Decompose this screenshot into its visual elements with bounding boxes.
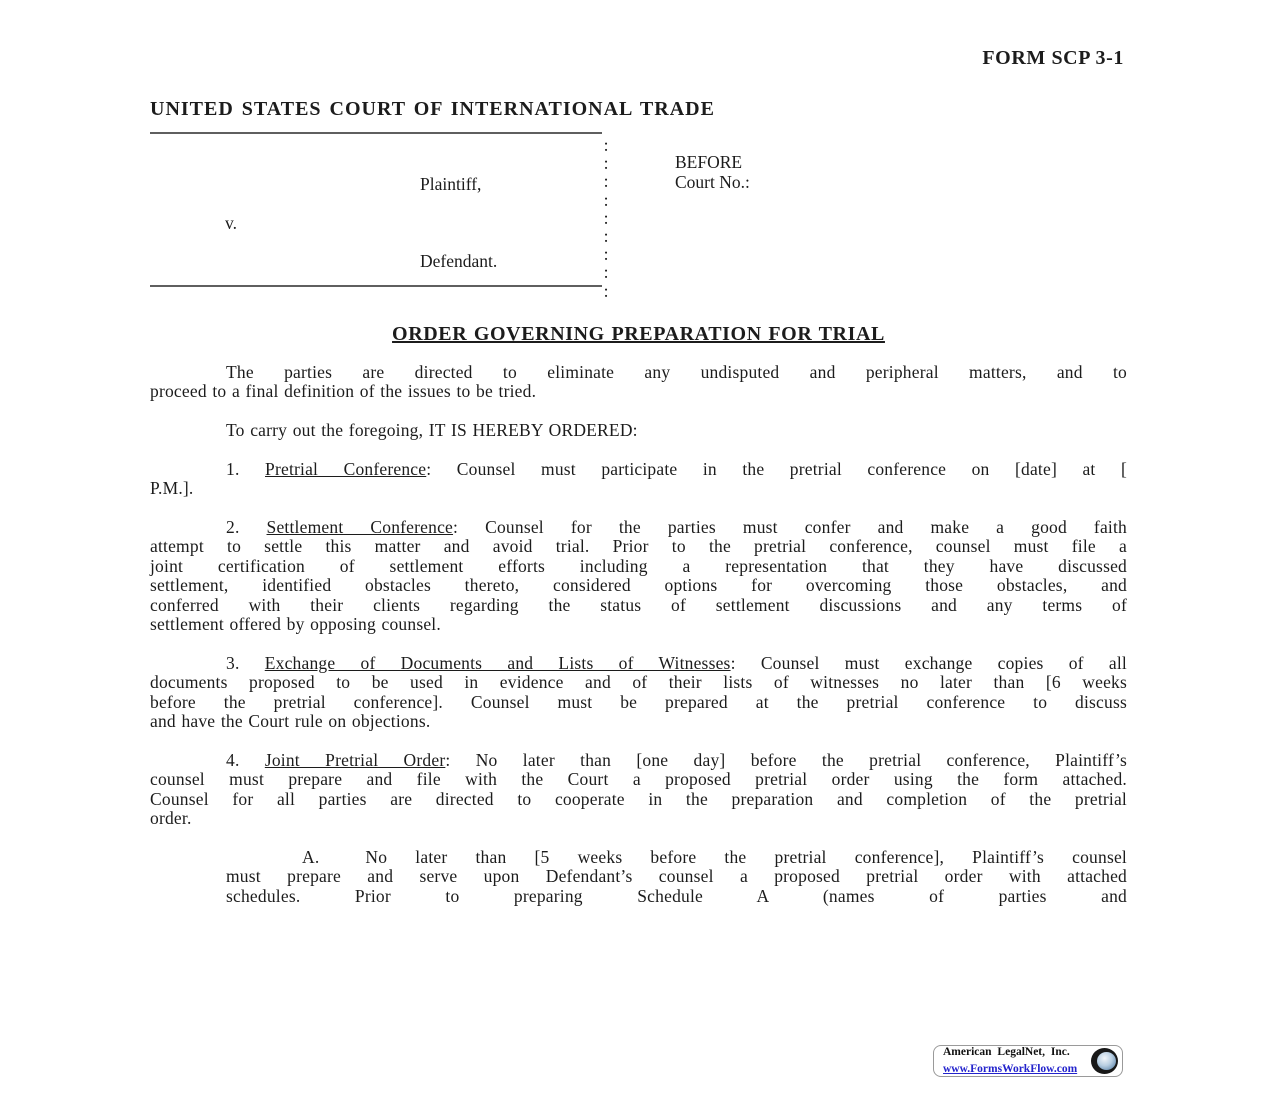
item-1-pretrial-conference xyxy=(150,460,1127,499)
text-segment: : Counsel must exchange copies of all xyxy=(730,652,1127,673)
text-line xyxy=(150,518,1127,537)
globe-icon xyxy=(1097,1052,1116,1070)
colon: : xyxy=(603,171,609,192)
colon: : xyxy=(603,153,609,174)
american-legalnet-logo-icon xyxy=(1091,1048,1118,1074)
text-line xyxy=(226,848,1127,867)
text-line: counsel must prepare and file with the Court a proposed pretrial order using the form attached. xyxy=(150,769,1127,790)
text-line xyxy=(150,654,1127,673)
text-lines xyxy=(226,867,1127,906)
text-line: joint certification of settlement efforts including a representation that they have discussed xyxy=(150,555,1127,576)
text-line: proceed to a final definition of the issues to be tried. xyxy=(150,381,537,402)
item-heading: Settlement Conference xyxy=(266,517,454,537)
item-3-exchange-of-documents xyxy=(150,654,1127,732)
text-lines xyxy=(150,673,1127,731)
item-heading: Joint Pretrial Order xyxy=(264,749,446,770)
caption-blank-row xyxy=(675,134,750,153)
item-number: 2. xyxy=(226,517,240,537)
colon: : xyxy=(603,207,609,228)
colon: : xyxy=(603,244,609,265)
text-lines xyxy=(150,537,1127,634)
item-heading: Pretrial Conference xyxy=(265,458,427,479)
caption-colon-divider xyxy=(599,136,613,300)
formsworkflow-link[interactable]: www.FormsWorkFlow.com xyxy=(943,1062,1078,1075)
american-legalnet-badge xyxy=(933,1045,1123,1077)
colon: : xyxy=(603,262,609,283)
text-line: conferred with their clients regarding the status of settlement discussions and any terms of xyxy=(150,594,1127,615)
colon: : xyxy=(603,225,609,246)
text-line xyxy=(150,460,1127,479)
footer-company-name: American LegalNet, Inc. xyxy=(943,1045,1070,1058)
caption-blank-row xyxy=(150,136,602,155)
text-line: P.M.]. xyxy=(150,478,194,499)
versus-label: v. xyxy=(225,212,237,233)
intro-paragraph xyxy=(150,363,1127,402)
court-name-heading: UNITED STATES COURT OF INTERNATIONAL TRADE xyxy=(150,98,715,120)
text-line: and have the Court rule on objections. xyxy=(150,711,431,732)
text-line xyxy=(150,363,1127,382)
text-segment: : Counsel must participate in the pretrial conference on [date] at [ xyxy=(426,458,1127,479)
text-lines xyxy=(150,479,1127,498)
caption-party-box xyxy=(150,132,602,287)
caption-court-info xyxy=(675,134,750,192)
item-number: 3. xyxy=(226,652,240,673)
caption-blank-row xyxy=(150,194,602,213)
text-line: must prepare and serve upon Defendant’s counsel a proposed pretrial order with attached xyxy=(226,866,1127,887)
colon: : xyxy=(603,135,609,155)
text-line: settlement offered by opposing counsel. xyxy=(150,614,441,635)
text-lines xyxy=(150,770,1127,828)
document-body xyxy=(150,324,1127,925)
text-line xyxy=(150,421,1127,440)
text-lines xyxy=(150,382,1127,401)
text-segment: To carry out the foregoing, IT IS HEREBY ORDERED: xyxy=(226,420,638,440)
colon: : xyxy=(603,280,609,301)
text-line xyxy=(150,751,1127,770)
text-line: documents proposed to be used in evidence and of their lists of witnesses no later than [6 weeks xyxy=(150,672,1127,693)
text-segment: : No later than [one day] before the pretrial conference, Plaintiff’s xyxy=(445,749,1128,770)
caption-blank-row xyxy=(150,272,602,291)
court-no-label: Court No.: xyxy=(675,171,750,192)
text-segment: No later than [5 weeks before the pretrial conference], Plaintiff’s counsel xyxy=(365,846,1127,867)
defendant-label: Defendant. xyxy=(420,251,498,272)
item-4-joint-pretrial-order xyxy=(150,751,1127,829)
text-line: settlement, identified obstacles thereto, considered options for overcoming those obstacles, and xyxy=(150,575,1127,596)
form-number: FORM SCP 3-1 xyxy=(982,47,1124,69)
sub-item-label: A. xyxy=(302,846,320,867)
item-number: 1. xyxy=(226,458,240,479)
footer-text xyxy=(943,1046,1091,1077)
item-heading: Exchange of Documents and Lists of Witnesses xyxy=(264,652,731,673)
ordered-clause-paragraph xyxy=(150,421,1127,440)
text-segment: : Counsel for the parties must confer and make a good faith xyxy=(453,517,1127,537)
text-line: before the pretrial conference]. Counsel must be prepared at the pretrial conference to discuss xyxy=(150,691,1127,712)
text-line: order. xyxy=(150,808,192,829)
sub-item-a xyxy=(226,848,1127,906)
colon: : xyxy=(603,189,609,210)
item-2-settlement-conference xyxy=(150,518,1127,634)
order-title: ORDER GOVERNING PREPARATION FOR TRIAL xyxy=(392,323,885,345)
item-number: 4. xyxy=(226,749,240,770)
text-line: Counsel for all parties are directed to cooperate in the preparation and completion of the pretrial xyxy=(150,788,1127,809)
caption-blank-row xyxy=(150,233,602,252)
plaintiff-label: Plaintiff, xyxy=(420,173,482,194)
text-line: attempt to settle this matter and avoid trial. Prior to the pretrial conference, counsel must file a xyxy=(150,536,1127,557)
caption-blank-row xyxy=(150,155,602,174)
before-label: BEFORE xyxy=(675,152,743,173)
text-segment: The parties are directed to eliminate any undisputed and peripheral matters, and to xyxy=(226,361,1127,382)
text-line: schedules. Prior to preparing Schedule A (names of parties and xyxy=(226,885,1127,906)
